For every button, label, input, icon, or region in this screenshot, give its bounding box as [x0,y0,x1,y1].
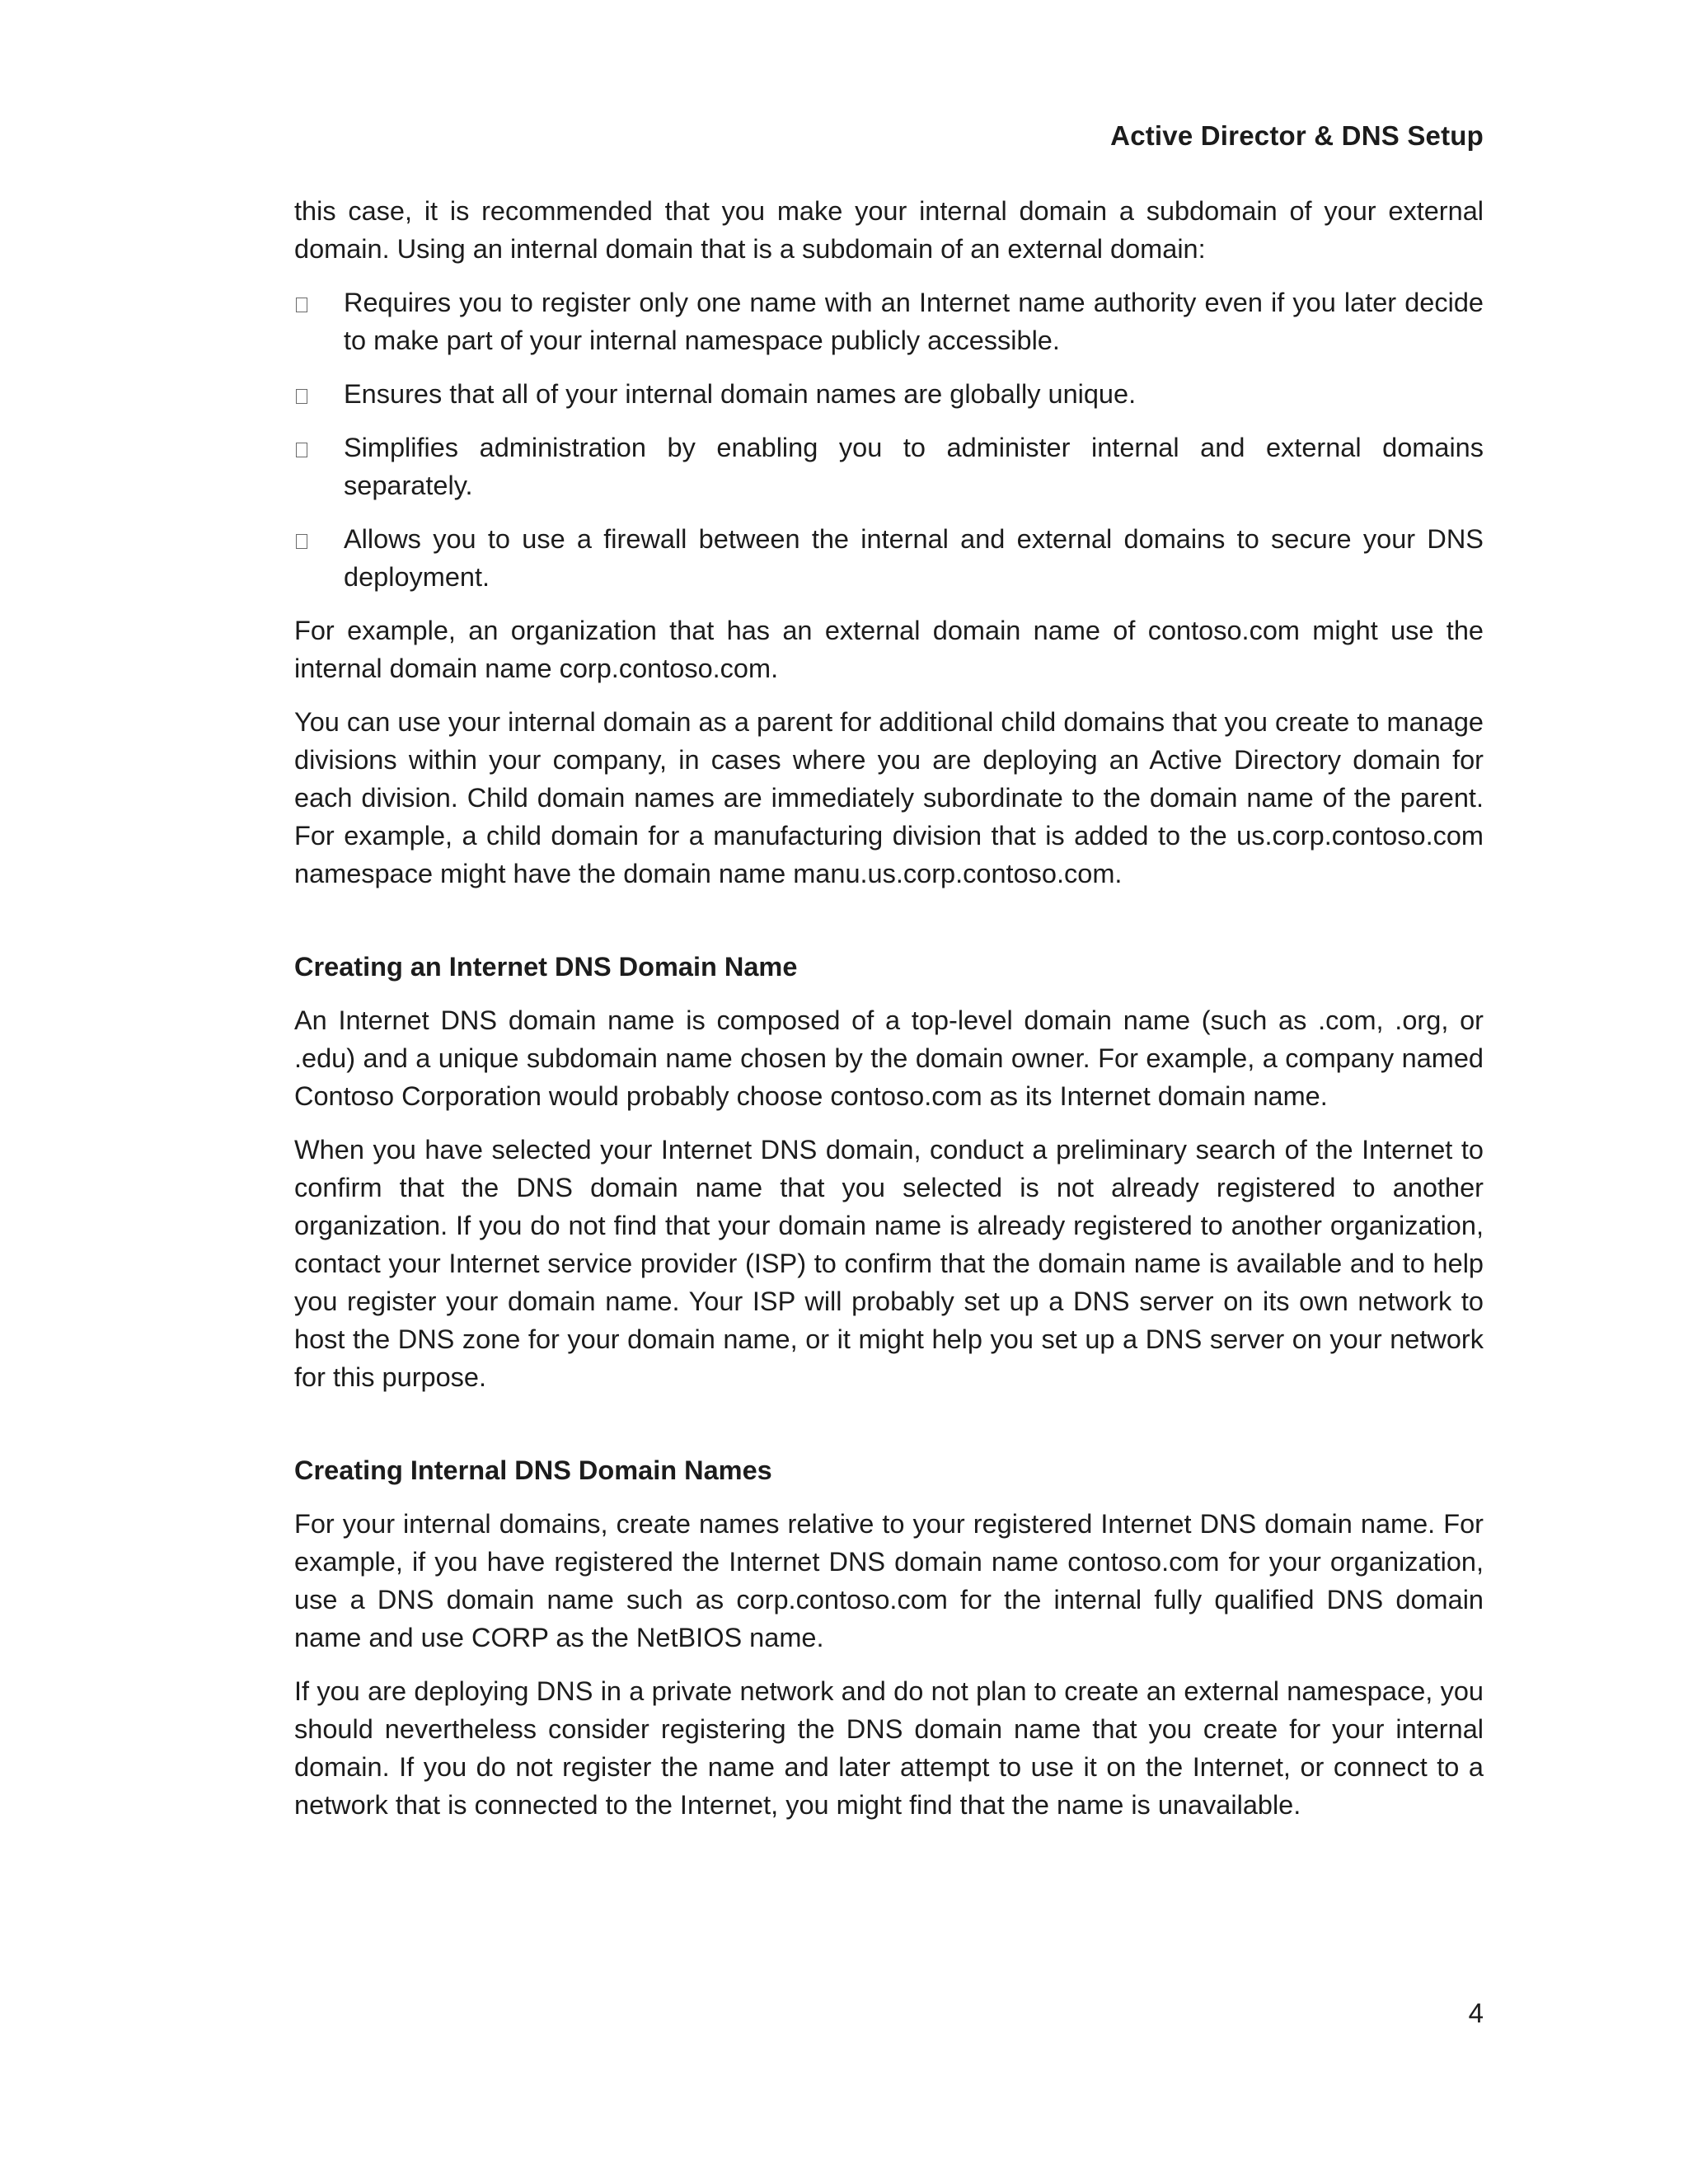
bullet-list [294,284,1484,596]
section-heading-internal-dns: Creating Internal DNS Domain Names [294,1455,772,1485]
section-paragraph: For your internal domains, create names relative to your registered Internet DNS domain name. For example, if you have registered the Internet DNS domain name contoso.com for your organization, use a DNS domain name such as corp.contoso.com for the internal fully qualified DNS domain name and use CORP as the NetBIOS name. [294,1509,1484,1652]
running-header: Active Director & DNS Setup [1110,120,1484,151]
bullet-box-icon [296,534,307,549]
document-page [294,0,1484,2184]
bullet-text: Requires you to register only one name with an Internet name authority even if you later decide to make part of your internal namespace publicly accessible. [344,288,1484,355]
section-paragraph: If you are deploying DNS in a private network and do not plan to create an external namespace, you should nevertheless consider registering the DNS domain name that you create for your internal domain. If you do not register the name and later attempt to use it on the Internet, or connect to a network that is connected to the Internet, you might find that the name is unavailable. [294,1676,1484,1820]
intro-paragraph: this case, it is recommended that you make your internal domain a subdomain of your external domain. Using an internal domain that is a subdomain of an external domain: [294,196,1484,264]
bullet-box-icon [296,298,307,312]
bullet-text: Simplifies administration by enabling you to administer internal and external domains separately. [344,433,1484,500]
bullet-box-icon [296,389,307,404]
bullet-item [294,520,1484,596]
bullet-item [294,375,1484,413]
bullet-item [294,284,1484,359]
bullet-text: Allows you to use a firewall between the internal and external domains to secure your DNS deployment. [344,524,1484,592]
bullet-item [294,429,1484,504]
bullet-box-icon [296,443,307,457]
example-paragraph: For example, an organization that has an external domain name of contoso.com might use the internal domain name corp.contoso.com. [294,616,1484,683]
section-paragraph: An Internet DNS domain name is composed of a top-level domain name (such as .com, .org, or .edu) and a unique subdomain name chosen by the domain owner. For example, a company named Contoso Corporation would probably choose contoso.com as its Internet domain name. [294,1005,1484,1111]
bullet-text: Ensures that all of your internal domain names are globally unique. [344,379,1137,409]
page-content [294,192,1484,1824]
section-heading-internet-dns: Creating an Internet DNS Domain Name [294,952,798,982]
page-number: 4 [1468,1998,1484,2028]
child-domain-paragraph: You can use your internal domain as a parent for additional child domains that you create to manage divisions within your company, in cases where you are deploying an Active Directory domain for each division. Child domain names are immediately subordinate to the domain name of the parent. For example, a child domain for a manufacturing division that is added to the us.corp.contoso.com namespace might have the domain name manu.us.corp.contoso.com. [294,707,1484,888]
section-paragraph: When you have selected your Internet DNS domain, conduct a preliminary search of the Internet to confirm that the DNS domain name that you selected is not already registered to another organization. If you do not find that your domain name is already registered to another organization, contact your Internet service provider (ISP) to confirm that the domain name is available and to help you register your domain name. Your ISP will probably set up a DNS server on its own network to host the DNS zone for your domain name, or it might help you set up a DNS server on your network for this purpose. [294,1135,1484,1392]
